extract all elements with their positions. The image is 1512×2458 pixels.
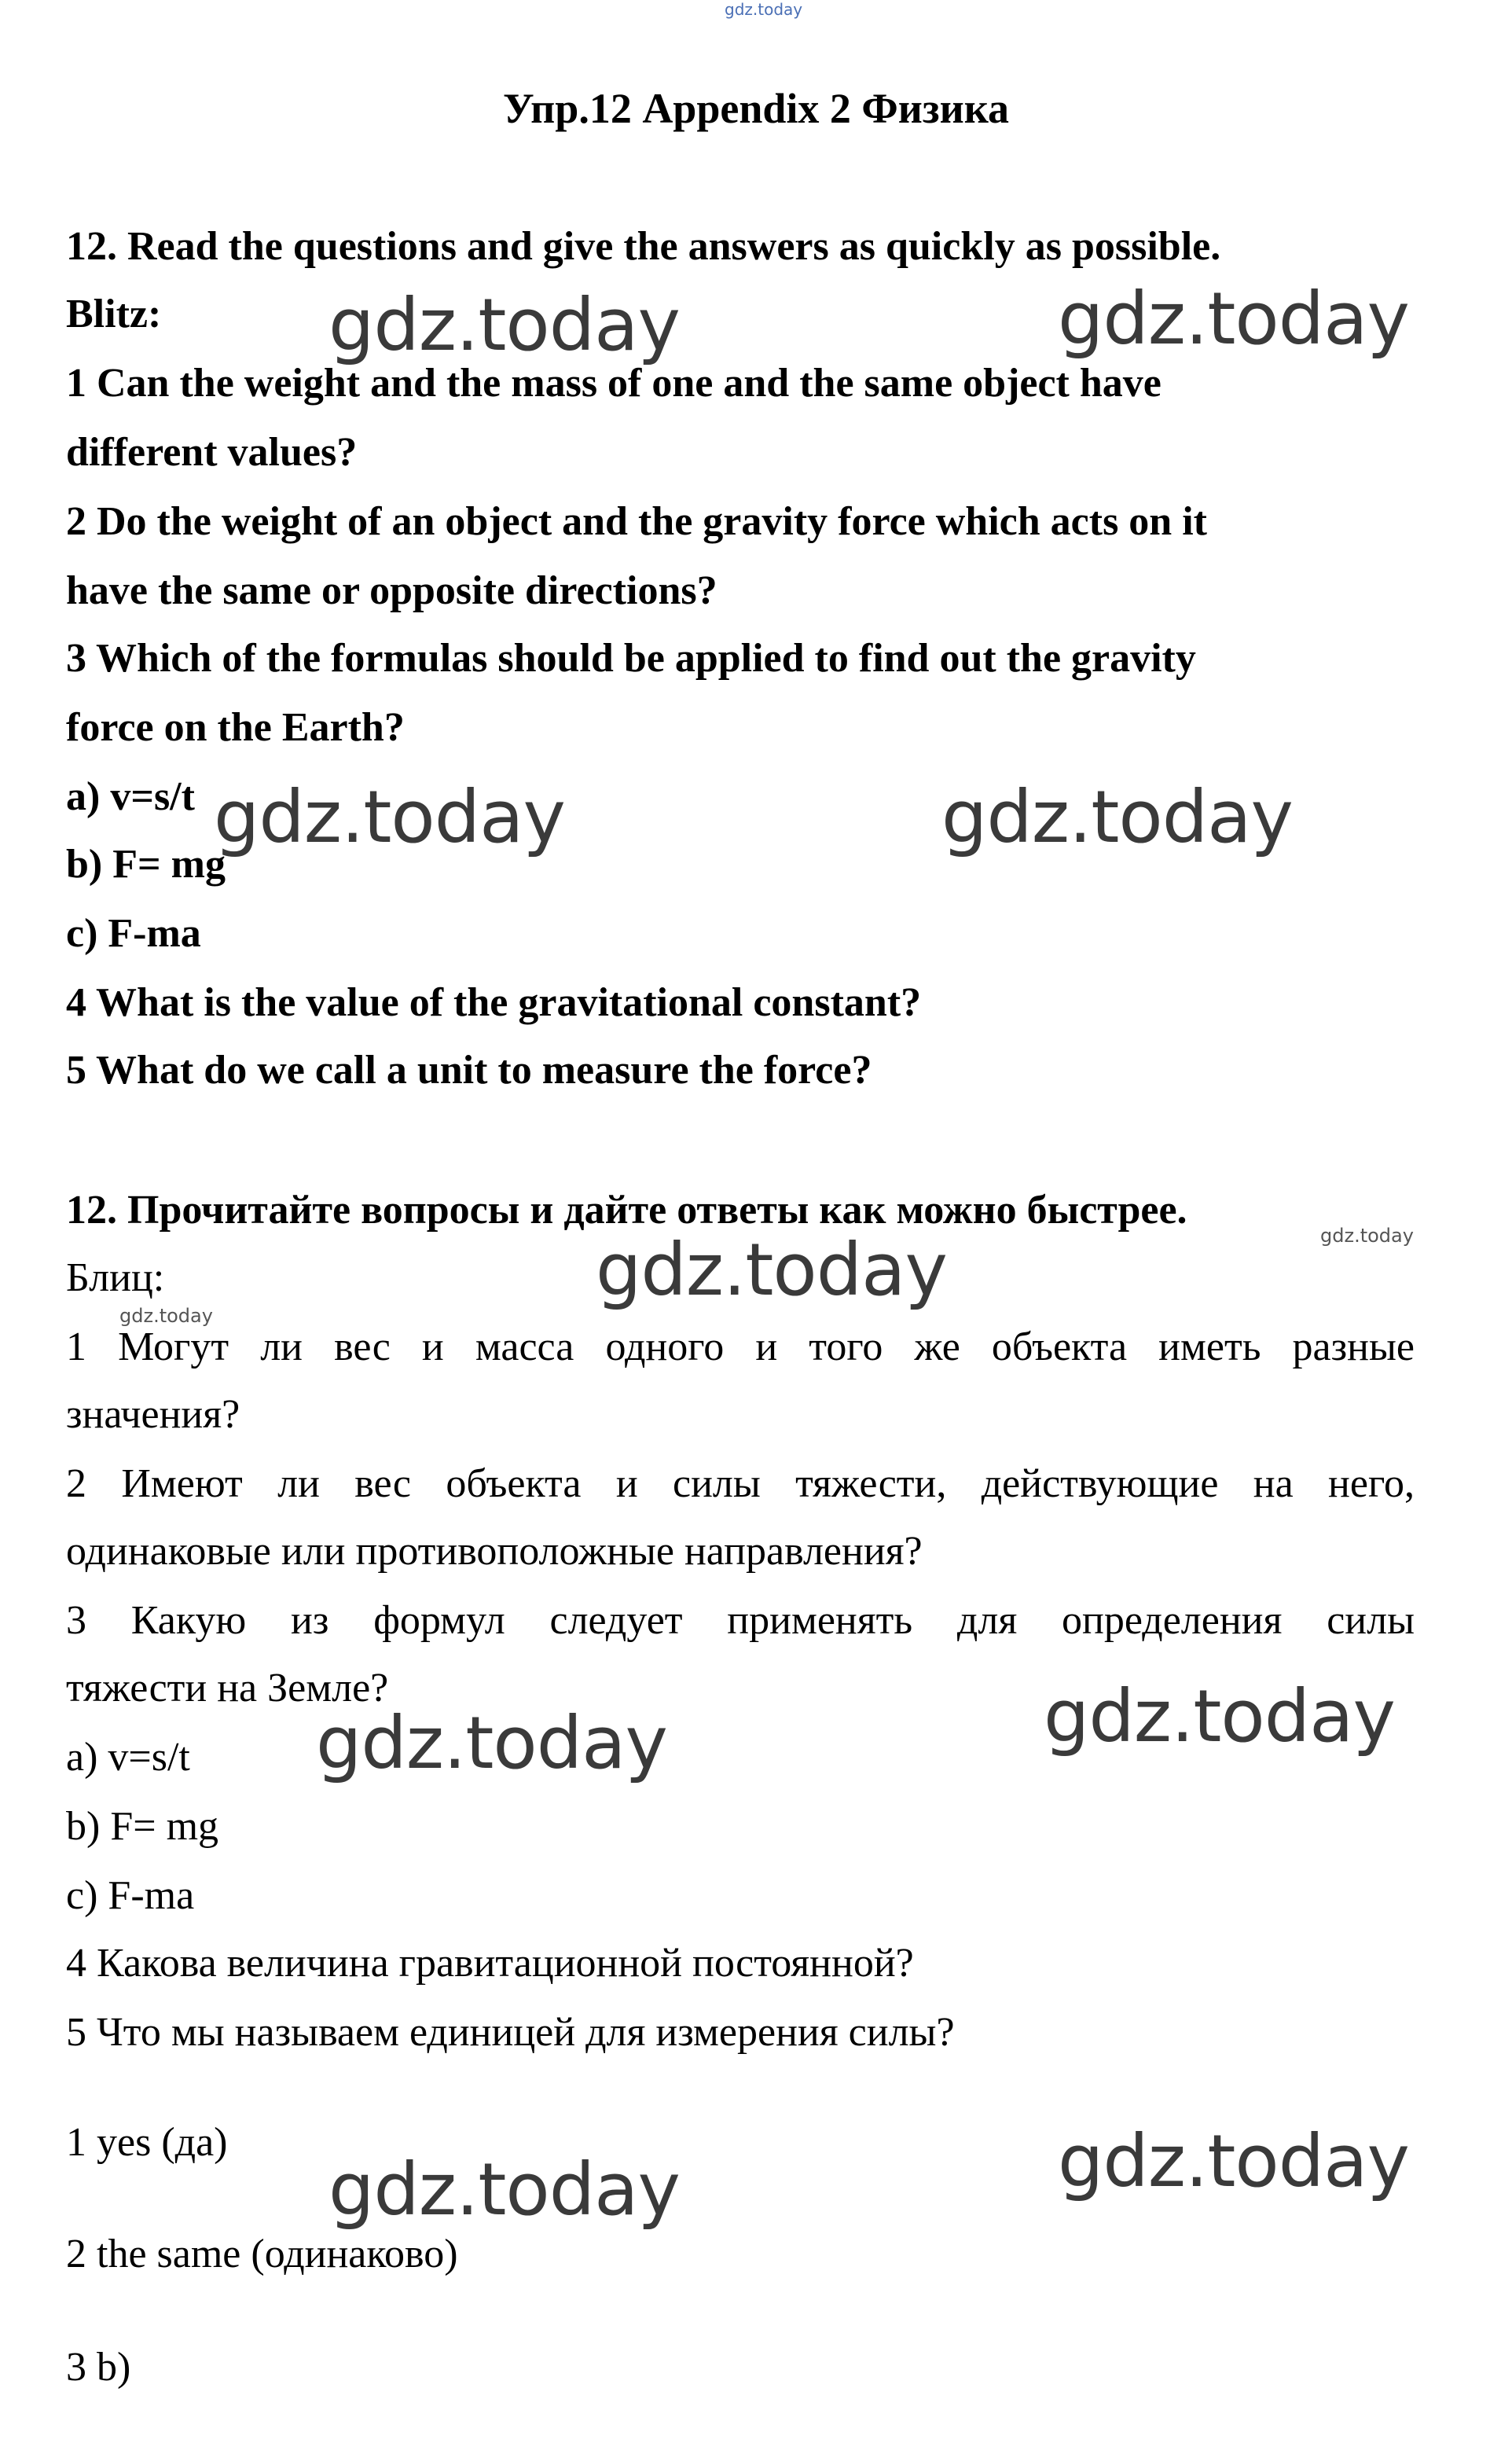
watermark-1: gdz.today bbox=[328, 283, 680, 367]
watermark-top: gdz.today bbox=[725, 0, 803, 19]
watermark-small-2: gdz.today bbox=[119, 1305, 213, 1327]
russian-q2-line2: одинаковые или противоположные направления? bbox=[66, 1529, 923, 1574]
english-q1-line1: 1 Can the weight and the mass of one and the same object have bbox=[66, 361, 1162, 406]
answer-2: 2 the same (одинаково) bbox=[66, 2232, 458, 2276]
english-option-b: b) F= mg bbox=[66, 842, 226, 887]
russian-q5: 5 Что мы называем единицей для измерения силы? bbox=[66, 2010, 955, 2055]
english-blitz: Blitz: bbox=[66, 292, 162, 336]
answer-1: 1 yes (да) bbox=[66, 2120, 228, 2165]
english-q1-line2: different values? bbox=[66, 430, 358, 475]
english-q2-line2: have the same or opposite directions? bbox=[66, 568, 717, 613]
watermark-9: gdz.today bbox=[328, 2148, 680, 2232]
watermark-small-1: gdz.today bbox=[1320, 1225, 1414, 1247]
russian-q3-line2: тяжести на Земле? bbox=[66, 1666, 389, 1710]
english-q3-line2: force on the Earth? bbox=[66, 705, 405, 750]
russian-q2-line1: 2 Имеют ли вес объекта и силы тяжести, действующие на него, bbox=[66, 1461, 1415, 1506]
english-q5: 5 What do we call a unit to measure the force? bbox=[66, 1048, 872, 1093]
english-q4: 4 What is the value of the gravitational constant? bbox=[66, 980, 922, 1025]
russian-q4: 4 Какова величина гравитационной постоянной? bbox=[66, 1941, 914, 1986]
watermark-2: gdz.today bbox=[1058, 277, 1409, 361]
russian-q1-line1: 1 Могут ли вес и масса одного и того же объекта иметь разные bbox=[66, 1325, 1415, 1369]
watermark-7: gdz.today bbox=[316, 1701, 667, 1785]
watermark-3: gdz.today bbox=[214, 775, 565, 859]
watermark-5: gdz.today bbox=[596, 1228, 947, 1312]
watermark-8: gdz.today bbox=[1058, 2119, 1409, 2203]
russian-task: 12. Прочитайте вопросы и дайте ответы как можно быстрее. bbox=[66, 1188, 1187, 1233]
english-option-c: c) F-ma bbox=[66, 911, 201, 956]
english-task: 12. Read the questions and give the answers as quickly as possible. bbox=[66, 224, 1221, 269]
watermark-4: gdz.today bbox=[941, 775, 1293, 859]
watermark-6: gdz.today bbox=[1044, 1674, 1395, 1758]
russian-option-b: b) F= mg bbox=[66, 1804, 219, 1849]
russian-q1-line2: значения? bbox=[66, 1392, 240, 1437]
english-option-a: a) v=s/t bbox=[66, 774, 195, 819]
russian-option-a: a) v=s/t bbox=[66, 1735, 190, 1780]
english-q2-line1: 2 Do the weight of an object and the gravity force which acts on it bbox=[66, 499, 1207, 544]
russian-option-c: c) F-ma bbox=[66, 1873, 195, 1918]
russian-blitz: Блиц: bbox=[66, 1255, 165, 1300]
russian-q3-line1: 3 Какую из формул следует применять для определения силы bbox=[66, 1598, 1415, 1643]
page-title: Упр.12 Appendix 2 Физика bbox=[502, 85, 1010, 132]
answer-3: 3 b) bbox=[66, 2345, 131, 2390]
english-q3-line1: 3 Which of the formulas should be applied to find out the gravity bbox=[66, 636, 1196, 681]
